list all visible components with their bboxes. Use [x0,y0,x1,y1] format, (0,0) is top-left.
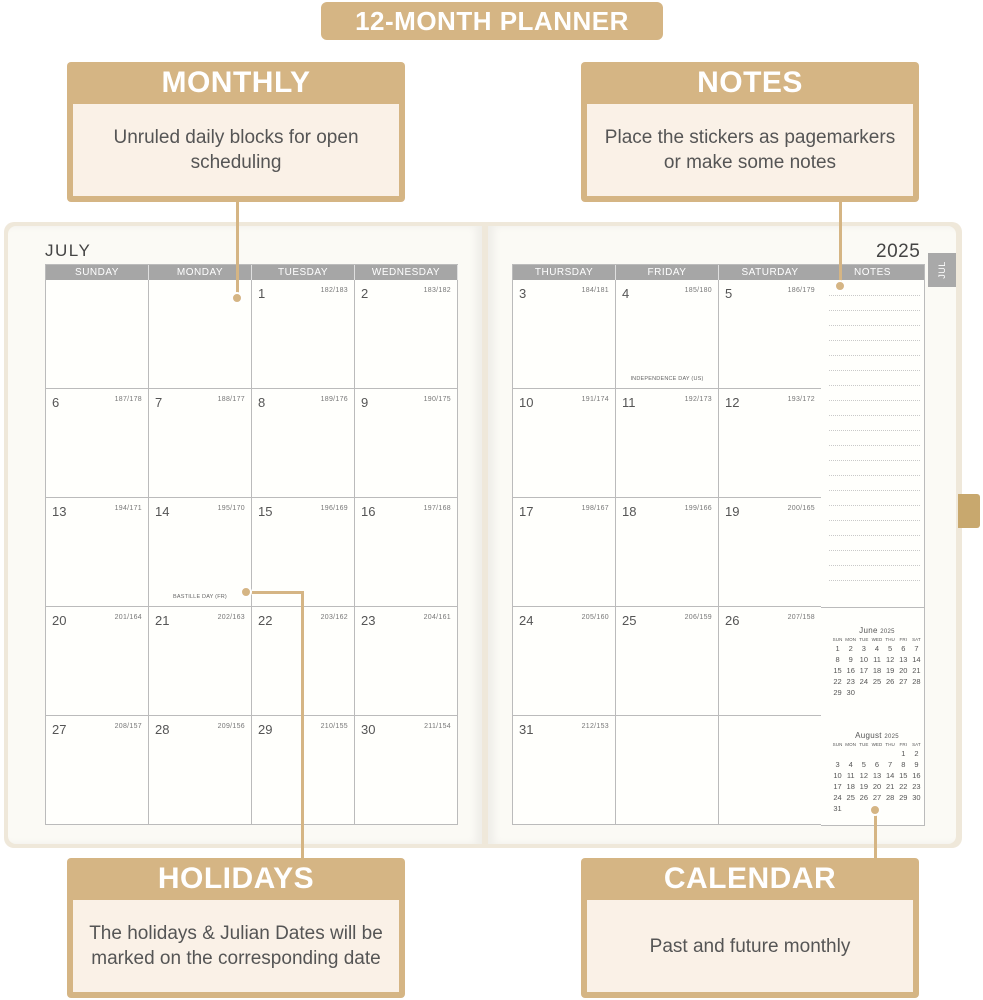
mini-day-name: TUE [859,637,869,642]
year-title: 2025 [876,241,921,262]
mini-day: 10 [833,771,842,780]
mini-calendar-title [831,731,923,740]
notes-line [829,520,920,521]
day-number: 28 [155,722,170,737]
julian-date: 210/155 [320,723,348,730]
day-number: 27 [52,722,67,737]
day-cell[interactable] [513,389,616,498]
mini-day: 25 [846,793,855,802]
mini-day-name: SUN [832,742,843,747]
day-number: 22 [258,613,273,628]
mini-day: 30 [912,793,921,802]
day-number: 11 [622,395,636,410]
notes-line [829,430,920,431]
mini-day: 13 [872,771,882,780]
mini-day: 15 [833,666,842,675]
day-cell[interactable] [149,498,252,607]
holiday-label: INDEPENDENCE DAY (US) [630,376,704,382]
day-number: 18 [622,504,637,519]
julian-date: 193/172 [787,396,815,403]
day-number: 12 [725,395,740,410]
day-cell[interactable] [616,716,719,825]
mini-day: 16 [912,771,921,780]
notes-line [829,550,920,551]
julian-date: 198/167 [581,505,609,512]
notes-connector [839,202,842,284]
mini-day: 15 [899,771,908,780]
mini-day: 26 [859,793,869,802]
mini-day: 14 [912,655,921,664]
day-cell[interactable] [513,607,616,716]
day-number: 13 [52,504,67,519]
day-number: 19 [725,504,740,519]
mini-day: 21 [885,782,895,791]
mini-calendar-year: 2025 [884,734,899,740]
mini-day: 12 [859,771,869,780]
julian-date: 212/153 [581,723,609,730]
mini-day: 8 [835,655,840,664]
notes-line [829,490,920,491]
day-cell[interactable] [46,280,149,389]
month-title: JULY [45,241,92,260]
day-number: 3 [519,286,527,301]
mini-calendar-title [831,626,923,635]
julian-date: 183/182 [423,287,451,294]
julian-date: 188/177 [217,396,245,403]
mini-day [857,749,870,758]
day-number: 26 [725,613,740,628]
mini-day: 28 [885,793,895,802]
mini-day-name: MON [845,637,857,642]
julian-date: 199/166 [684,505,712,512]
day-number: 23 [361,613,376,628]
julian-date: 208/157 [114,723,142,730]
mini-day: 19 [859,782,869,791]
holidays-callout [67,858,405,998]
julian-date: 185/180 [684,287,712,294]
notes-line [829,475,920,476]
mini-day: 2 [848,644,853,653]
day-cell[interactable] [46,607,149,716]
julian-date: 209/156 [217,723,245,730]
day-cell[interactable] [513,716,616,825]
day-cell[interactable] [719,280,822,389]
notes-callout-title: NOTES [697,66,803,99]
julian-date: 194/171 [114,505,142,512]
calendar-callout-title: CALENDAR [663,862,837,895]
mini-calendar-month: June [859,626,878,635]
calendar-callout [581,858,919,998]
mini-day [870,749,883,758]
mini-day-name: SAT [912,637,921,642]
notes-line [829,445,920,446]
mini-day: 18 [872,666,882,675]
notes-callout [581,62,919,202]
mini-day: 9 [914,760,919,769]
notes-line [829,460,920,461]
day-number: 10 [519,395,534,410]
calendar-callout-body: Past and future monthly [587,900,913,992]
mini-day: 10 [859,655,869,664]
julian-date: 197/168 [423,505,451,512]
notes-line [829,310,920,311]
weekday-header: WEDNESDAY [355,265,458,280]
mini-calendar-august [831,731,923,813]
mini-day-name: FRI [899,637,908,642]
mini-day: 13 [899,655,908,664]
day-number: 7 [155,395,163,410]
day-cell[interactable] [149,389,252,498]
day-cell[interactable] [513,498,616,607]
day-number: 5 [725,286,733,301]
day-number: 9 [361,395,369,410]
weekday-header: FRIDAY [616,265,719,280]
mini-calendar-month: August [855,731,882,740]
day-cell[interactable] [719,498,822,607]
mini-day: 21 [912,666,921,675]
mini-day: 5 [888,644,893,653]
monthly-callout [67,62,405,202]
mini-day-name: TUE [859,742,869,747]
julian-date: 206/159 [684,614,712,621]
mini-day: 23 [912,782,921,791]
day-cell[interactable] [149,607,252,716]
day-cell[interactable] [719,389,822,498]
mini-day: 9 [848,655,853,664]
right-calendar-grid [512,264,822,825]
mini-day: 27 [899,677,908,686]
day-cell[interactable] [46,716,149,825]
notes-line [829,415,920,416]
mini-calendar-year: 2025 [880,629,895,635]
mini-calendar-june [831,626,923,697]
month-tab[interactable] [928,253,956,287]
mini-day: 2 [914,749,919,758]
weekday-header: SUNDAY [46,265,149,280]
day-cell[interactable] [252,389,355,498]
mini-day: 26 [885,677,895,686]
day-number: 15 [258,504,273,519]
mini-day-name: THU [885,637,895,642]
notes-connector-dot [834,280,846,292]
day-number: 6 [52,395,60,410]
day-number: 24 [519,613,534,628]
mini-day: 12 [885,655,895,664]
notes-line [829,580,920,581]
mini-day [884,749,897,758]
mini-day: 20 [899,666,908,675]
mini-day: 11 [846,771,855,780]
day-cell[interactable] [616,280,719,389]
month-tab-label: JUL [936,261,947,279]
julian-date: 191/174 [581,396,609,403]
day-cell[interactable] [355,716,458,825]
day-cell[interactable] [719,607,822,716]
day-number: 1 [258,286,266,301]
mini-calendar-grid [831,637,923,697]
mini-day: 19 [885,666,895,675]
mini-day: 7 [914,644,919,653]
mini-day: 24 [859,677,869,686]
notes-header: NOTES [821,265,924,280]
day-cell[interactable] [616,389,719,498]
julian-date: 190/175 [423,396,451,403]
day-number: 2 [361,286,369,301]
day-number: 16 [361,504,376,519]
day-number: 14 [155,504,170,519]
mini-day: 14 [885,771,895,780]
julian-date: 201/164 [114,614,142,621]
day-number: 17 [519,504,534,519]
day-number: 30 [361,722,376,737]
julian-date: 202/163 [217,614,245,621]
day-cell[interactable] [46,498,149,607]
mini-day: 22 [899,782,908,791]
day-cell[interactable] [355,389,458,498]
holidays-connector-dot [240,586,252,598]
day-cell[interactable] [616,607,719,716]
day-cell[interactable] [719,716,822,825]
julian-date: 195/170 [217,505,245,512]
monthly-connector-dot [231,292,243,304]
mini-day: 24 [833,793,842,802]
day-number: 21 [155,613,170,628]
notes-line [829,355,920,356]
weekday-header: SATURDAY [719,265,822,280]
monthly-callout-body: Unruled daily blocks for open scheduling [73,104,399,196]
julian-date: 187/178 [114,396,142,403]
holidays-callout-title: HOLIDAYS [157,862,315,895]
day-cell[interactable] [149,716,252,825]
mini-day: 6 [901,644,906,653]
day-number: 4 [622,286,630,301]
mini-day-name: WED [871,637,883,642]
mini-day: 8 [901,760,906,769]
julian-date: 204/161 [423,614,451,621]
julian-date: 196/169 [320,505,348,512]
mini-calendar-grid [831,742,923,813]
notes-line [829,340,920,341]
julian-date: 207/158 [787,614,815,621]
weekday-header: TUESDAY [252,265,355,280]
mini-day: 31 [833,804,842,813]
notes-line [829,400,920,401]
weekday-header: MONDAY [149,265,252,280]
mini-day [831,749,844,758]
mini-calendar-divider [821,607,925,608]
day-number: 20 [52,613,67,628]
mini-day-name: MON [845,742,857,747]
day-number: 25 [622,613,637,628]
notes-line [829,505,920,506]
day-cell[interactable] [252,280,355,389]
bookmark-ribbon [958,494,980,528]
day-number: 8 [258,395,266,410]
holiday-label: BASTILLE DAY (FR) [173,594,227,600]
day-cell[interactable] [355,280,458,389]
day-cell[interactable] [616,498,719,607]
planner-banner: 12-MONTH PLANNER [321,2,663,40]
day-cell[interactable] [355,607,458,716]
mini-day: 20 [872,782,882,791]
mini-day [844,749,857,758]
notes-callout-body: Place the stickers as pagemarkers or make some notes [587,104,913,196]
mini-day: 29 [833,688,842,697]
calendar-connector [874,812,877,859]
mini-day: 29 [899,793,908,802]
julian-date: 203/162 [320,614,348,621]
julian-date: 182/183 [320,287,348,294]
mini-day-name: SAT [912,742,921,747]
mini-day: 11 [873,655,881,664]
mini-day: 28 [912,677,921,686]
julian-date: 186/179 [787,287,815,294]
weekday-header: THURSDAY [513,265,616,280]
mini-day: 5 [861,760,866,769]
holidays-connector-h [246,591,304,594]
notes-line [829,370,920,371]
day-number: 31 [519,722,534,737]
julian-date: 192/173 [684,396,712,403]
mini-day: 23 [846,677,855,686]
notes-line [829,535,920,536]
mini-day: 3 [861,644,866,653]
mini-day: 16 [846,666,855,675]
julian-date: 200/165 [787,505,815,512]
mini-day: 1 [835,644,840,653]
mini-day-name: SUN [832,637,843,642]
notes-line [829,565,920,566]
day-cell[interactable] [355,498,458,607]
julian-date: 205/160 [581,614,609,621]
mini-day: 17 [833,782,842,791]
mini-day: 22 [833,677,842,686]
left-calendar-grid [45,264,458,825]
julian-date: 189/176 [320,396,348,403]
mini-day: 17 [859,666,869,675]
day-number: 29 [258,722,273,737]
mini-day: 7 [888,760,893,769]
calendar-connector-dot [869,804,881,816]
mini-day-name: THU [885,742,895,747]
mini-day: 4 [874,644,880,653]
julian-date: 184/181 [581,287,609,294]
notes-line [829,295,920,296]
notes-line [829,385,920,386]
mini-day: 27 [872,793,882,802]
mini-day: 18 [846,782,855,791]
julian-date: 211/154 [424,723,451,730]
mini-day-name: FRI [899,742,908,747]
holidays-callout-body: The holidays & Julian Dates will be marked on the corresponding date [73,900,399,992]
notes-line [829,325,920,326]
day-cell[interactable] [513,280,616,389]
mini-day: 3 [835,760,840,769]
mini-day-name: WED [871,742,883,747]
monthly-callout-title: MONTHLY [161,66,311,99]
monthly-connector [236,202,239,298]
day-cell[interactable] [46,389,149,498]
mini-day: 30 [846,688,855,697]
mini-day: 25 [872,677,882,686]
mini-day: 1 [901,749,906,758]
holidays-connector-v [301,591,304,859]
mini-day: 4 [848,760,853,769]
mini-day: 6 [874,760,880,769]
